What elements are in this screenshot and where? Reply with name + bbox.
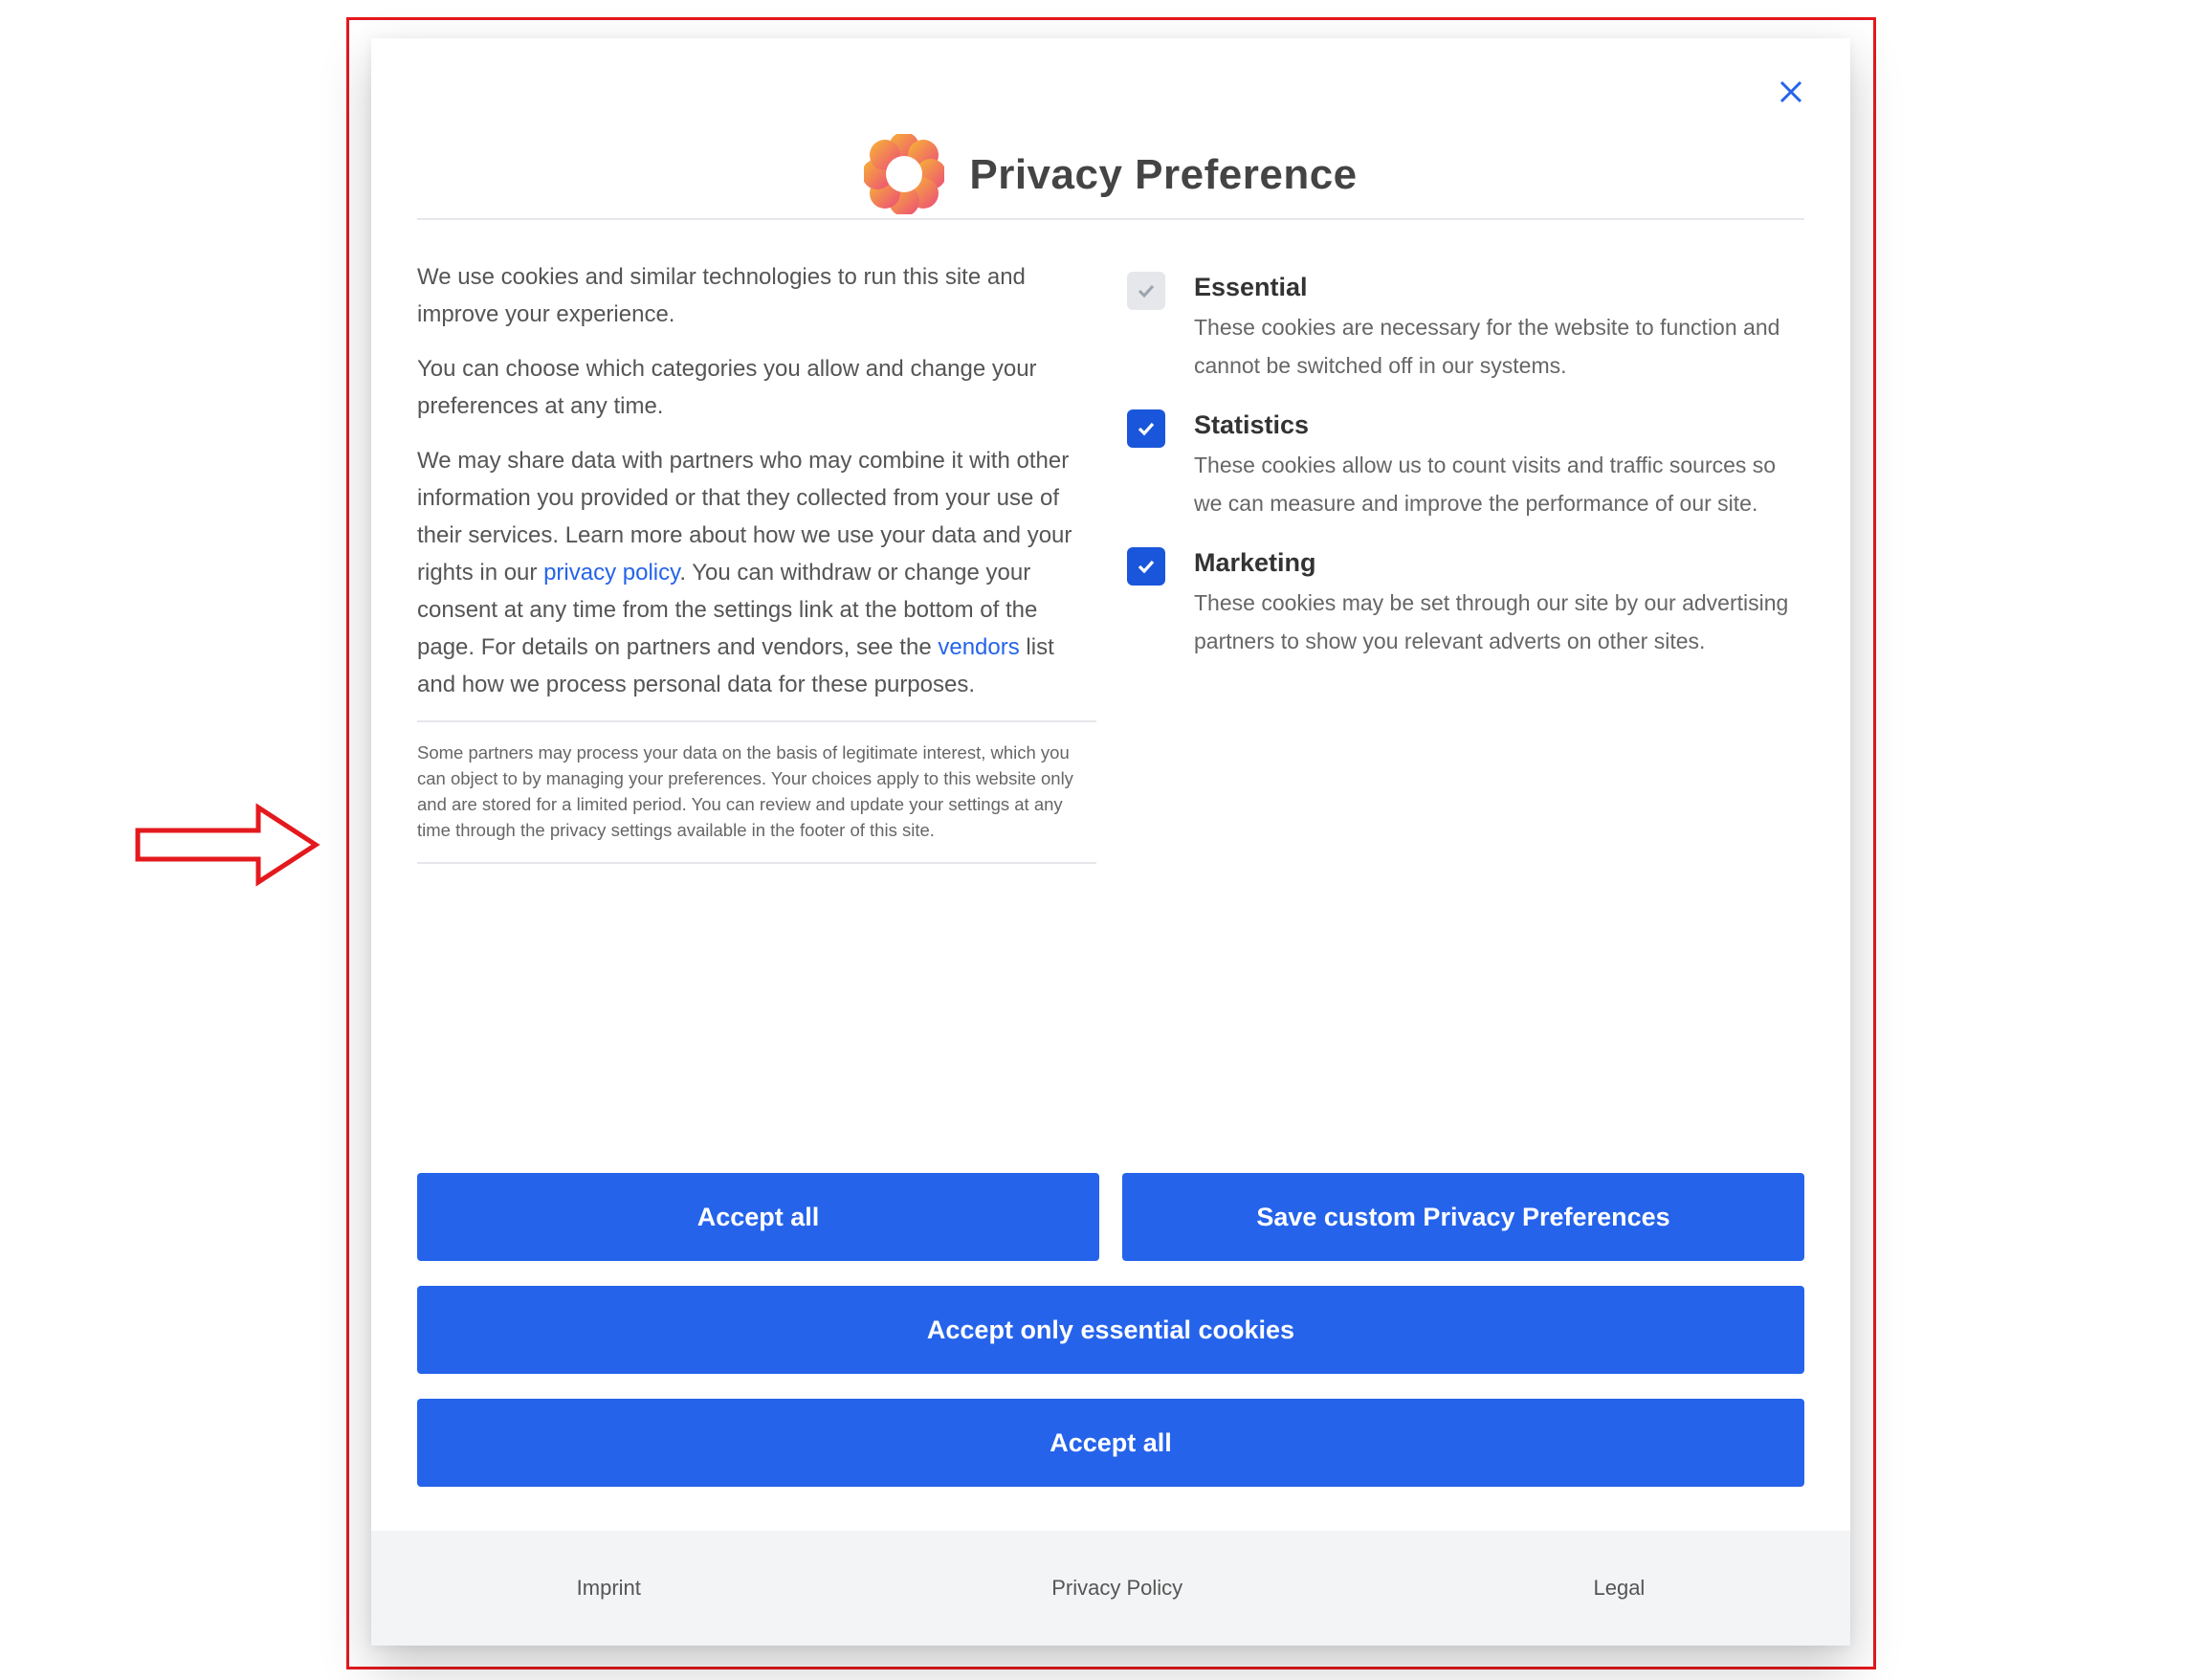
accept-all-button[interactable]: Accept all: [417, 1173, 1099, 1261]
intro-paragraph-2: You can choose which categories you allow and change your preferences at any time.: [417, 356, 1037, 419]
footer-link-imprint[interactable]: Imprint: [576, 1576, 641, 1600]
flower-logo-icon: [864, 134, 944, 214]
check-icon: [1136, 556, 1157, 577]
action-buttons: [417, 1173, 1804, 1512]
consent-list: [1127, 268, 1806, 681]
fine-print-text: Some partners may process your data on the basis of legitimate interest, which you can object to by managing your preferences. Your choices apply to this website only and are stored for a limited period. You can review and update your settings at any time through the privacy settings available in the footer of this site.: [417, 722, 1096, 864]
statistics-checkbox[interactable]: [1127, 409, 1165, 448]
consent-essential: [1127, 268, 1806, 385]
consent-title: Essential: [1194, 273, 1308, 301]
essential-checkbox: [1127, 272, 1165, 310]
consent-title: Marketing: [1194, 548, 1316, 577]
consent-description: These cookies may be set through our site by our advertising partners to show you relevant adverts on other sites.: [1194, 590, 1789, 653]
vendors-link[interactable]: vendors: [938, 634, 1020, 660]
dialog-header: [417, 96, 1804, 220]
save-custom-preferences-button[interactable]: Save custom Privacy Preferences: [1122, 1173, 1804, 1261]
privacy-policy-link[interactable]: privacy policy: [543, 560, 680, 586]
consent-title: Statistics: [1194, 410, 1310, 439]
footer-link-privacy[interactable]: Privacy Policy: [1051, 1576, 1183, 1600]
consent-marketing: [1127, 543, 1806, 660]
intro-paragraph-1: We use cookies and similar technologies to run this site and improve your experience.: [417, 264, 1026, 327]
dialog-title: Privacy Preference: [969, 151, 1358, 198]
intro-paragraph-3: We may share data with partners who may combine it with other information you provided or that they collected from your use of their services. Learn more about how we use your data and your rights in our privacy policy. You can withdraw or change your consent at any time from the settings link at the bottom of the page. For details on partners and vendors, see the vendors list and how we process personal data for these purposes.: [417, 448, 1072, 697]
check-icon: [1136, 280, 1157, 301]
privacy-preference-dialog: [371, 38, 1850, 1646]
marketing-checkbox[interactable]: [1127, 547, 1165, 586]
dialog-footer: [371, 1531, 1850, 1646]
consent-description: These cookies allow us to count visits and traffic sources so we can measure and improve the performance of our site.: [1194, 453, 1777, 516]
accept-essential-button[interactable]: Accept only essential cookies: [417, 1286, 1804, 1374]
accept-all-bottom-button[interactable]: Accept all: [417, 1399, 1804, 1487]
consent-statistics: [1127, 406, 1806, 522]
intro-column: [417, 258, 1096, 864]
consent-description: These cookies are necessary for the website to function and cannot be switched off in our systems.: [1194, 315, 1780, 378]
arrow-right-icon: [134, 802, 325, 888]
footer-link-legal[interactable]: Legal: [1593, 1576, 1646, 1600]
check-icon: [1136, 418, 1157, 439]
